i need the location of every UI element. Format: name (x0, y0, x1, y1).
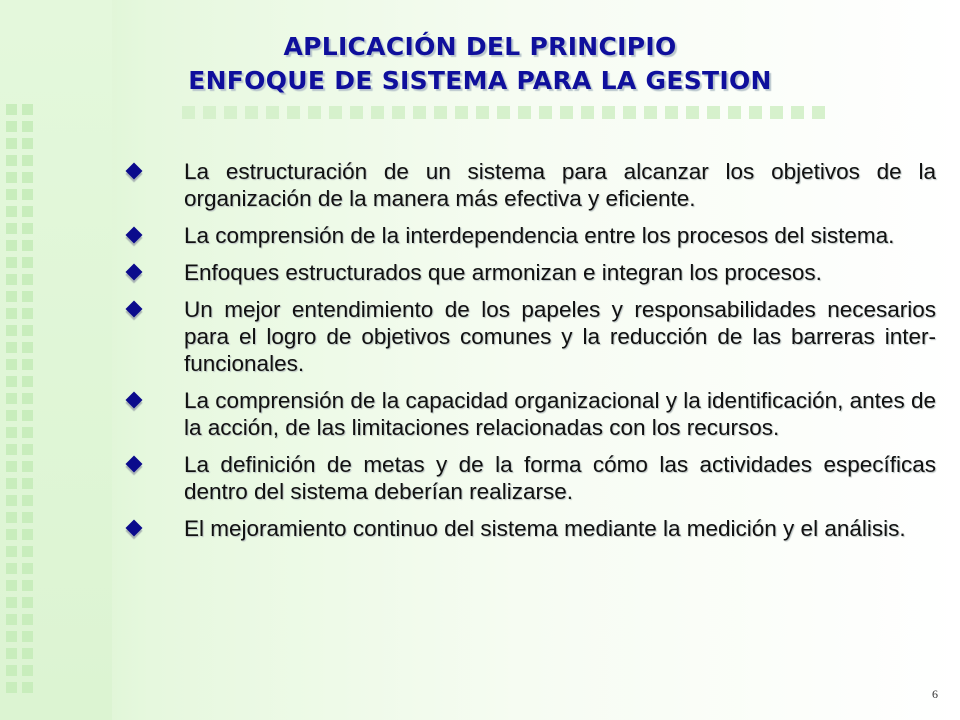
page-number: 6 (932, 687, 938, 701)
diamond-bullet-icon (126, 456, 143, 473)
bullet-text: La comprensión de la interdependencia entre los procesos del sistema. (184, 223, 895, 248)
bullet-item (120, 259, 936, 286)
bullet-item (120, 451, 936, 505)
square-pattern-right (22, 104, 33, 693)
diamond-bullet-icon (126, 520, 143, 537)
bullet-text: El mejoramiento continuo del sistema mediante la medición y el análisis. (184, 516, 906, 541)
bullet-text: Enfoques estructurados que armonizan e integran los procesos. (184, 260, 822, 285)
diamond-bullet-icon (126, 392, 143, 409)
bullet-item (120, 387, 936, 441)
bullet-item (120, 222, 936, 249)
slide-title-line1: APLICACIÓN DEL PRINCIPIO (283, 32, 677, 61)
title-underline-squares (182, 106, 825, 119)
bullet-text: Un mejor entendimiento de los papeles y responsabilidades necesarios para el logro de objetivos comunes y la reducción de las barreras inter-funcionales. (184, 297, 936, 376)
diamond-bullet-icon (126, 301, 143, 318)
bullet-item (120, 515, 936, 542)
slide-title-line2: ENFOQUE DE SISTEMA PARA LA GESTION (188, 66, 772, 95)
diamond-bullet-icon (126, 227, 143, 244)
diamond-bullet-icon (126, 163, 143, 180)
bullet-item (120, 158, 936, 212)
slide-title (0, 30, 960, 98)
diamond-bullet-icon (126, 264, 143, 281)
square-pattern-left (6, 104, 17, 693)
bullet-text: La definición de metas y de la forma cómo las actividades específicas dentro del sistema deberían realizarse. (184, 452, 936, 504)
bullet-list (120, 158, 936, 552)
left-decorative-strip (0, 0, 112, 720)
bullet-text: La comprensión de la capacidad organizacional y la identificación, antes de la acción, de las limitaciones relacionadas con los recursos. (184, 388, 936, 440)
bullet-item (120, 296, 936, 377)
bullet-text: La estructuración de un sistema para alcanzar los objetivos de la organización de la manera más efectiva y eficiente. (184, 159, 936, 211)
